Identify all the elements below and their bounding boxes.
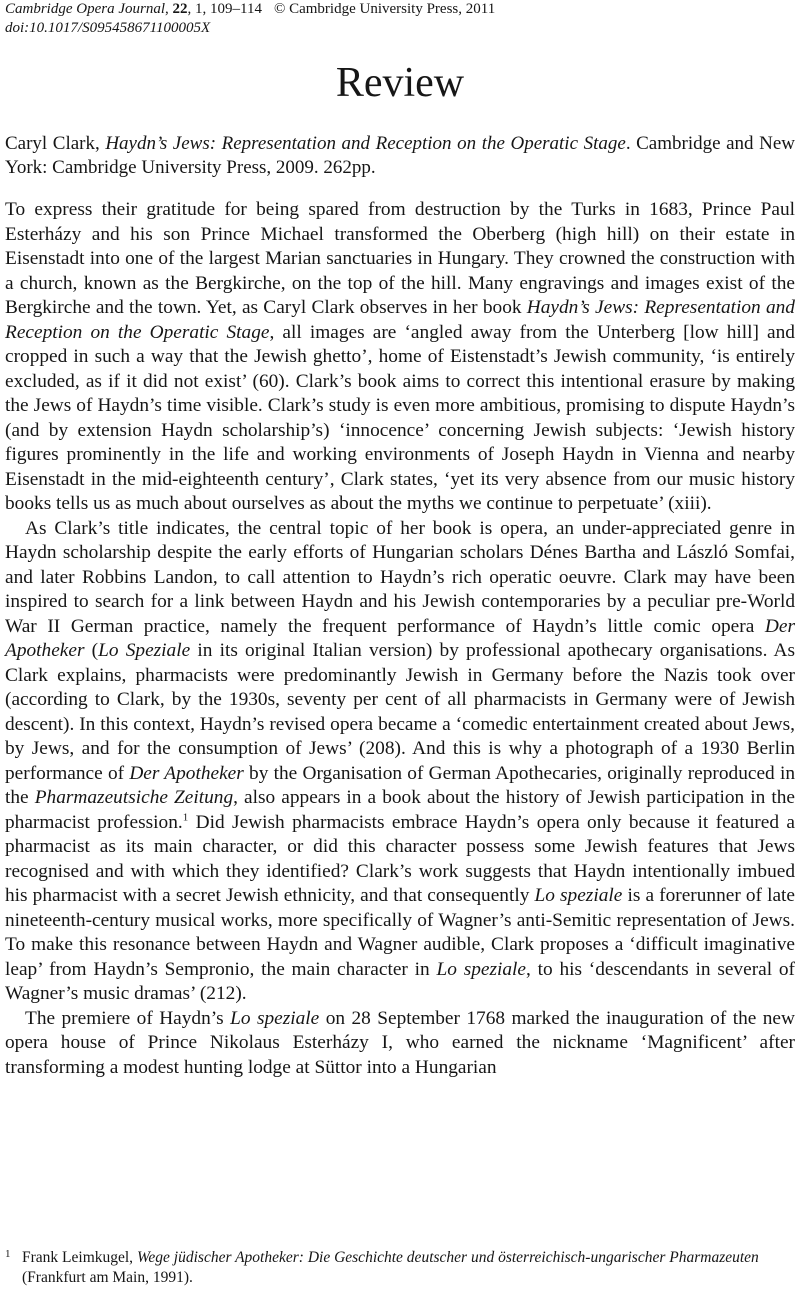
paragraph-2: [5, 517, 795, 1007]
text-run: , also appears in a book about the history of Jewish participation in the pharmacist profession.: [5, 787, 796, 833]
volume-number: 22: [172, 1, 188, 17]
footnote-text: [22, 1248, 795, 1288]
book-title: Haydn’s Jews: Representation and Reception on the Operatic Stage: [105, 133, 626, 154]
book-author: Caryl Clark,: [5, 133, 106, 154]
text-run: is a forerunner of late nineteenth-century musical works, more specifically of Wagner’s anti-Semitic representation of Jews. To make this resonance between Haydn and Wagner audible, Clark proposes a ‘difficult imaginative leap’ from Haydn’s Sempronio, the main character in: [5, 885, 796, 980]
text-run: , to his ‘descendants in several of Wagner’s music dramas’ (212).: [5, 958, 795, 1004]
journal-name: Cambridge Opera Journal: [5, 1, 165, 17]
text-run: by the Organisation of German Apothecaries, originally reproduced in the: [5, 762, 795, 808]
review-body: [5, 198, 795, 1080]
italic-title: Lo Speziale: [98, 640, 191, 661]
text-run: As Clark’s title indicates, the central topic of her book is opera, an under-appreciated genre in Haydn scholarship despite the early efforts of Hungarian scholars Dénes Bartha and László Somfai, and later Robbins Landon, to call attention to Haydn’s rich operatic oeuvre. Clark may have been inspired to search for a link between Haydn and his Jewish contemporaries by a peculiar pre-World War II German practice, namely the frequent performance of Haydn’s little comic opera: [5, 517, 795, 637]
footnote-title: Wege jüdischer Apotheker: Die Geschichte deutscher und österreichisch-ungarischer Pharmazeuten: [136, 1249, 759, 1266]
italic-title: Lo speziale: [230, 1007, 320, 1029]
doi: doi:10.1017/S095458671100005X: [5, 20, 211, 36]
text-run: , all images are ‘angled away from the Unterberg [low hill] and cropped in such a way that the Jewish ghetto’, home of Eistenstadt’s Jewish community, ‘is entirely excluded, as if it did not exist’ (60). Clark’s book aims to correct this intentional erasure by making the Jews of Haydn’s time visible. Clark’s study is even more ambitious, promising to dispute Haydn’s (and by extension Haydn scholarship’s) ‘innocence’ concerning Jewish subjects: ‘Jewish history figures prominently in the life and working environments of Joseph Haydn in Vienna and nearby Eisenstadt in the mid-eighteenth century’, Clark states, ‘yet its very absence from our music history books tells us as much about ourselves as about the myths we continue to perpetuate’ (xiii).: [5, 321, 795, 514]
copyright-notice: © Cambridge University Press, 2011: [273, 1, 496, 17]
paragraph-3: [5, 1007, 795, 1081]
italic-title: Der Apotheker: [5, 615, 795, 661]
text-run: The premiere of Haydn’s: [25, 1007, 231, 1029]
footnote-details: (Frankfurt am Main, 1991).: [22, 1269, 193, 1286]
comma: ,: [165, 1, 173, 17]
text-run: Did Jewish pharmacists embrace Haydn’s opera only because it featured a pharmacist as its main character, or did this character possess some Jewish features that Jews recognised and with which they identified? Clark’s work suggests that Haydn intentionally imbued his pharmacist with a secret Jewish ethnicity, and that consequently: [5, 811, 795, 906]
footnote: [5, 1248, 795, 1288]
page-title: Review: [335, 60, 465, 106]
italic-title: Lo speziale: [436, 958, 527, 980]
book-details: . Cambridge and New York: Cambridge University Press, 2009. 262pp.: [5, 133, 796, 178]
italic-title: Lo speziale: [534, 885, 623, 906]
italic-title: Der Apotheker: [129, 762, 244, 784]
footnote-number: 1: [5, 1248, 11, 1260]
text-run: To express their gratitude for being spared from destruction by the Turks in 1683, Prince Paul Esterházy and his son Prince Michael transformed the Oberberg (high hill) on their estate in Eisenstadt into one of the largest Marian sanctuaries in Hungary. They crowned the construction with a church, known as the Bergkirche, on the top of the hill. Many engravings and images exist of the Bergkirche and the town. Yet, as Caryl Clark observes in her book: [5, 199, 795, 318]
issue-pages: , 1, 109–114: [187, 1, 262, 17]
footnote-author: Frank Leimkugel,: [22, 1249, 137, 1266]
text-run: in its original Italian version) by professional apothecary organisations. As Clark explains, pharmacists were predominantly Jewish in Germany before the Nazis took over (according to Clark, by the 1930s, seventy per cent of all pharmacists in Germany were of Jewish descent). In this context, Haydn’s revised opera became a ‘comedic entertainment created about Jews, by Jews, and for the consumption of Jews’ (208). And this is why a photograph of a 1930 Berlin performance of: [5, 640, 796, 784]
italic-title: Haydn’s Jews: Representation and Reception on the Operatic Stage: [5, 297, 795, 343]
paragraph-1: [5, 198, 795, 517]
text-run: (: [84, 640, 99, 661]
book-citation: [5, 132, 795, 180]
running-head: [5, 0, 495, 38]
footnote-reference[interactable]: 1: [182, 811, 189, 824]
text-run: on 28 September 1768 marked the inauguration of the new opera house of Prince Nikolaus Esterházy I, who earned the nickname ‘Magnificent’ after transforming a modest hunting lodge at Süttor into a Hungarian: [5, 1007, 795, 1078]
italic-title: Pharmazeutsiche Zeitung: [34, 787, 234, 808]
